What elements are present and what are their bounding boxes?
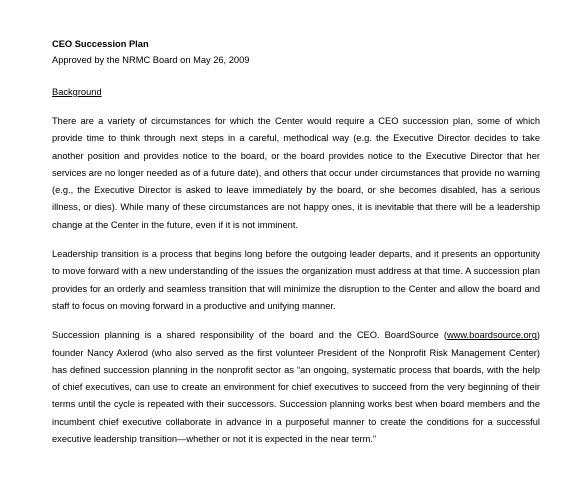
paragraph-text-after-link: ) founder Nancy Axlerod (who also served as the first volunteer President of the Nonprofit Risk Management Center) has defined succession planning in the nonprofit sector as “an ongoing, systematic process that boards, with the help of chief executives, can use to create an environment for chief executives to succeed from the very beginning of their terms until the cycle is repeated with their successors. Succession planning works best when board members and the incumbent chief executive collaborate in advance in a purposeful manner to create the conditions for a successful executive leadership transition—whether or not it is expected in the near term.” xyxy=(52,330,540,445)
section-heading-background: Background xyxy=(52,87,102,97)
document-page xyxy=(52,37,540,448)
paragraph-succession-planning xyxy=(52,327,540,448)
paragraph-leadership-transition: Leadership transition is a process that begins long before the outgoing leader departs, and it presents an opportunity to move forward with a new understanding of the issues the organization must address at that time. A succession plan provides for an orderly and seamless transition that will minimize the disruption to the Center and allow the board and staff to focus on moving forward in a productive and unifying manner. xyxy=(52,249,540,311)
paragraph-text-before-link: Succession planning is a shared responsibility of the board and the CEO. BoardSource ( xyxy=(52,330,447,341)
paragraph-circumstances: There are a variety of circumstances for which the Center would require a CEO succession plan, some of which provide time to think through next steps in a careful, methodical way (e.g. the Executive Director decides to take another position and provides notice to the board, or the board provides notice to the Executive Director that her services are no longer needed as of a future date), and others that occur under circumstances that provide no warning (e.g., the Executive Director is asked to leave immediately by the board, or she becomes disabled, has a serious illness, or dies). While many of these circumstances are not happy ones, it is inevitable that there will be a leadership change at the Center in the future, even if it is not imminent. xyxy=(52,116,540,230)
document-title: CEO Succession Plan xyxy=(52,39,149,49)
approval-line: Approved by the NRMC Board on May 26, 2009 xyxy=(52,55,250,65)
boardsource-link[interactable]: www.boardsource.org xyxy=(446,330,537,341)
